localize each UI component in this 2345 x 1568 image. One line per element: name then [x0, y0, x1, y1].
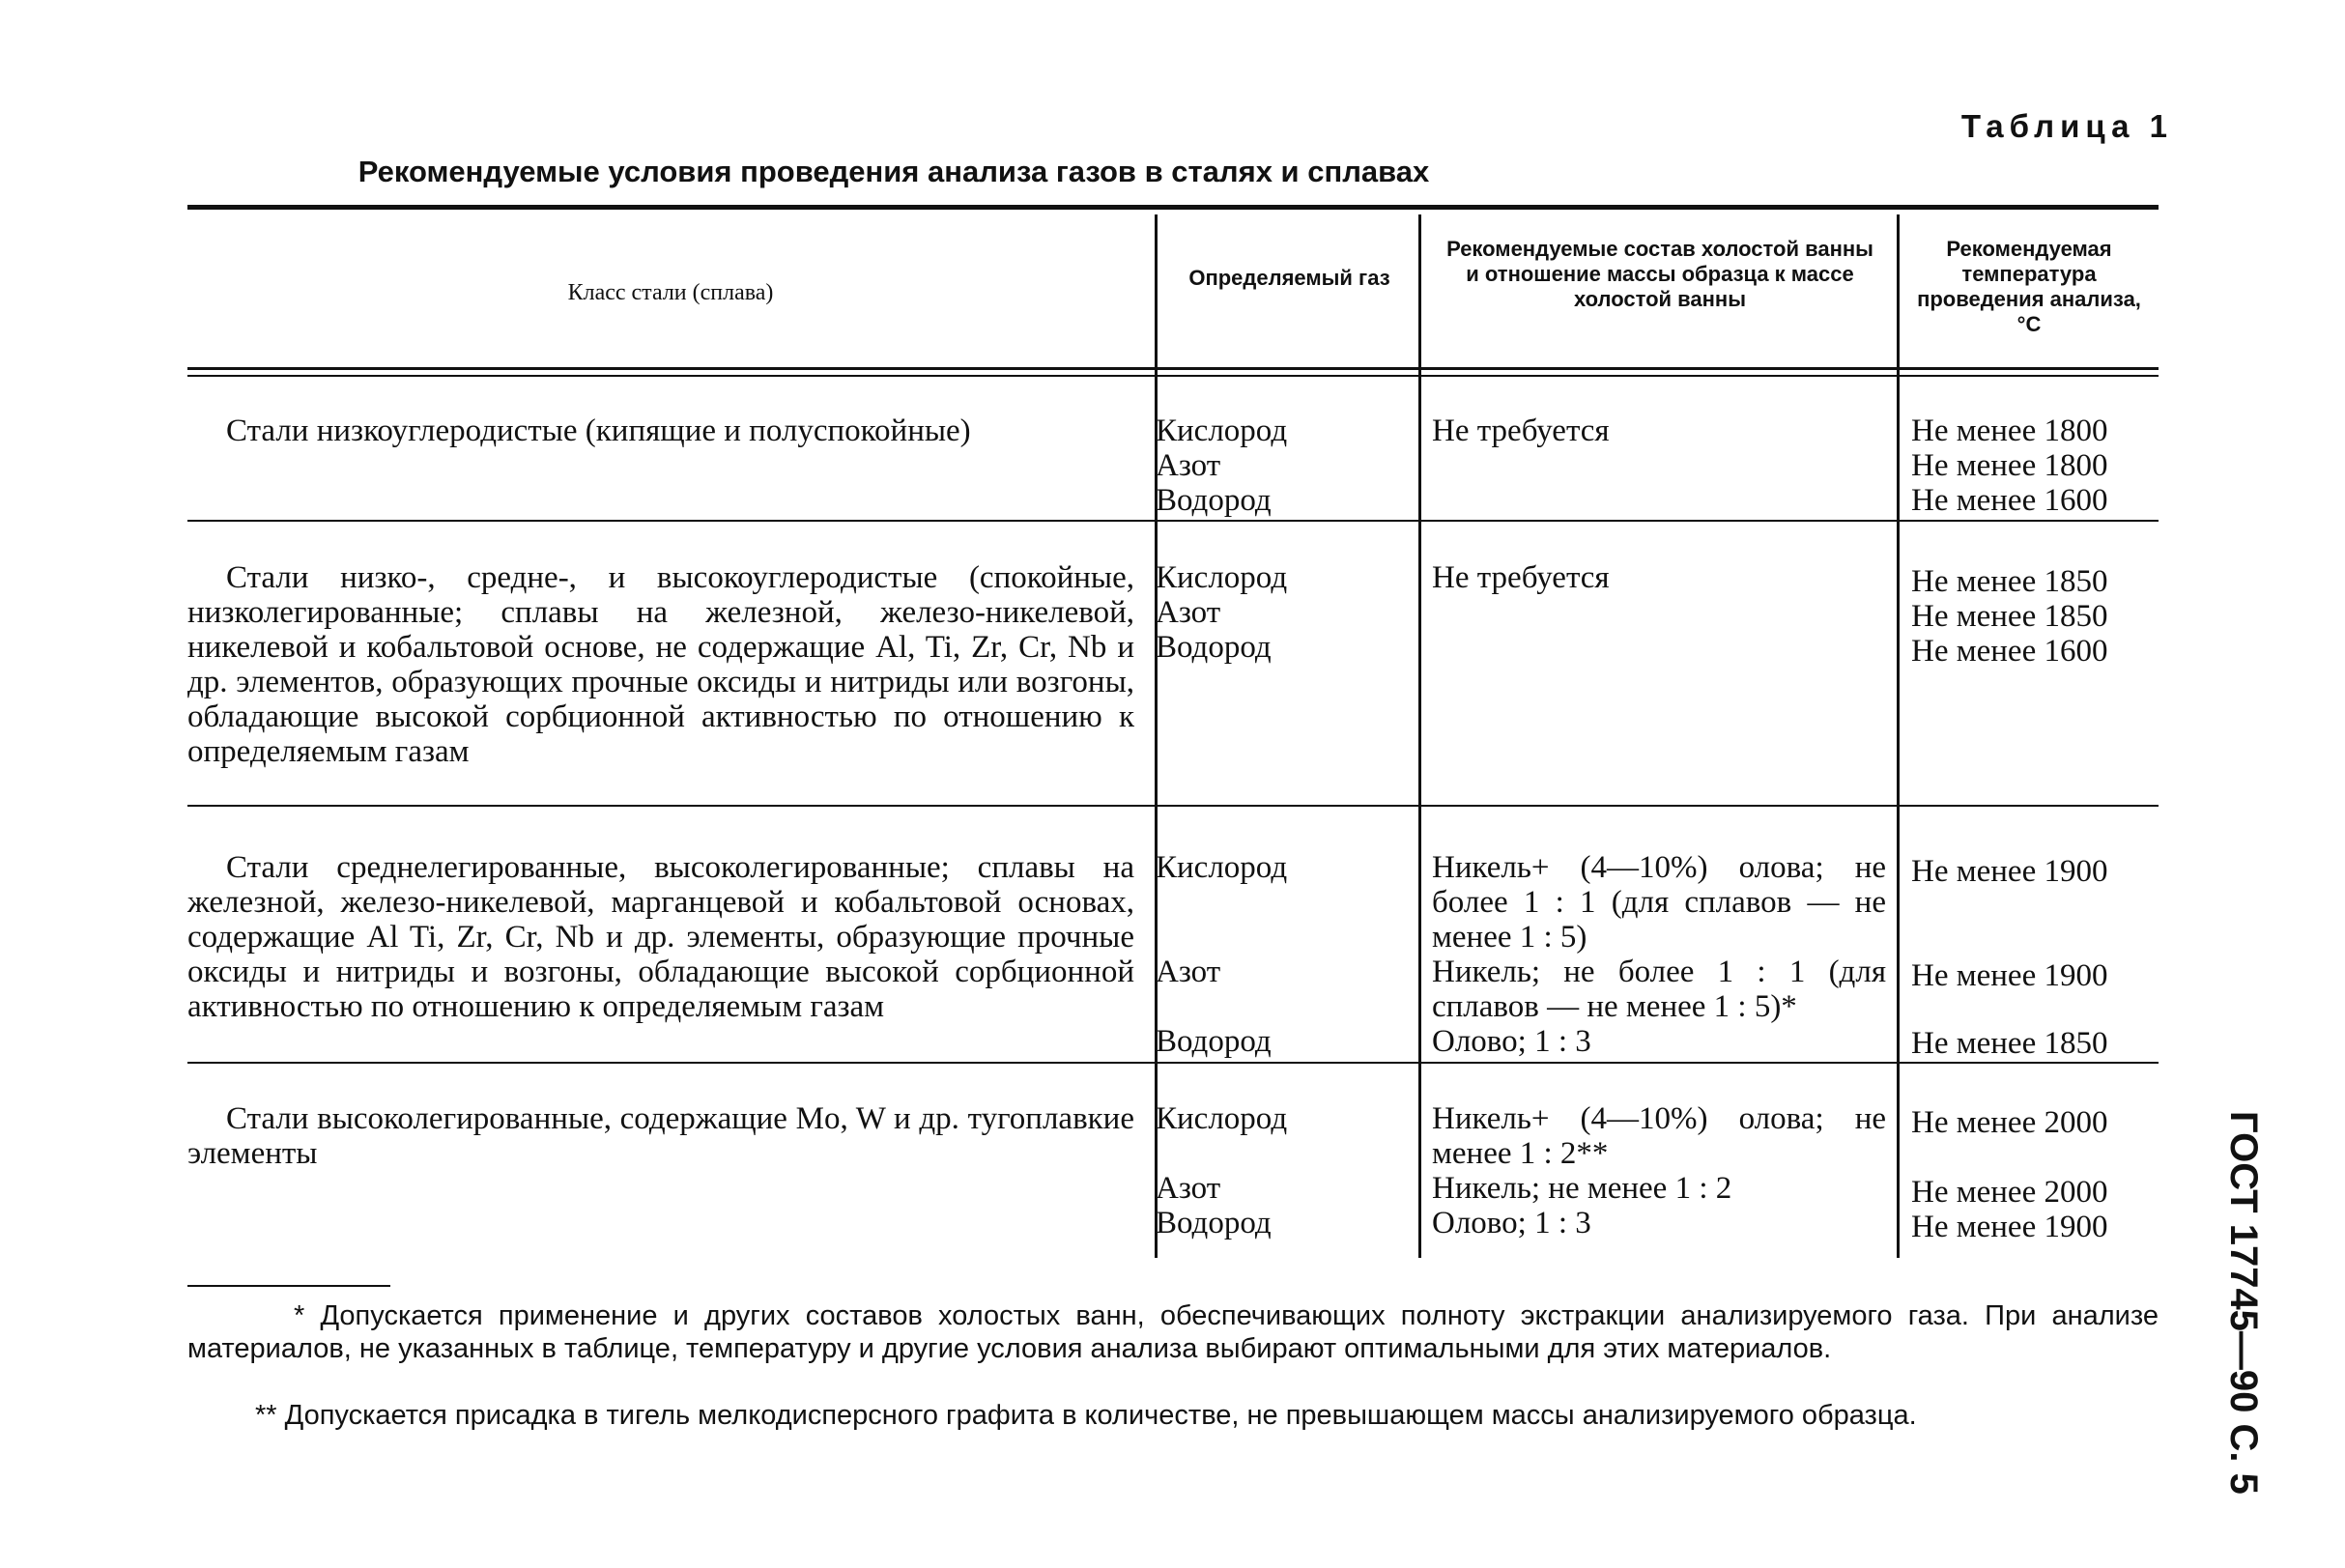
temperature-cell: Не менее 2000	[1911, 1175, 2108, 1210]
temperature-cell: Не менее 1900	[1911, 1210, 2108, 1244]
temperature-cell: Не менее 1900	[1911, 854, 2108, 889]
table-title: Рекомендуемые условия проведения анализа газов в сталях и сплавах	[357, 155, 1430, 188]
temperature-cell: Не менее 1800	[1911, 413, 2108, 448]
header-temperature: Рекомендуемая температура проведения анализа, °С	[1917, 237, 2141, 336]
gas-cell: Кислород	[1156, 560, 1288, 595]
gas-cell: Водород	[1156, 483, 1272, 518]
header-steel-class: Класс стали (сплава)	[567, 280, 774, 305]
steel-class-cell: Стали низко-, средне-, и высокоуглеродистые (спокойные, низколегированные; сплавы на железной, железо-никелевой, никелевой и кобальтовой основе, не содержащие Al, Ti, Zr, Cr, Nb и др. элементов, образующих прочные оксиды и нитриды или возгоны, обладающие высокой сорбционной активностью по отношению к определяемым газам	[187, 560, 1134, 769]
header-bath: Рекомендуемые состав холостой ванны и отношение массы образца к массе холостой ванны	[1446, 237, 1873, 311]
gas-cell: Азот	[1156, 448, 1221, 483]
steel-class-cell: Стали среднелегированные, высоколегированные; сплавы на железной, железо-никелевой, марганцевой и кобальтовой основах, содержащие Al Ti, Zr, Cr, Nb и др. элементы, образующие прочные оксиды и нитриды и возгоны, обладающие высокой сорбционной активностью по отношению к определяемым газам	[187, 850, 1134, 1024]
temperature-cell: Не менее 1850	[1911, 564, 2108, 599]
header-bottom-rule	[187, 367, 2159, 370]
temperature-cell: Не менее 1900	[1911, 958, 2108, 993]
gas-cell: Азот	[1156, 595, 1221, 630]
temperature-cell: Не менее 1800	[1911, 448, 2108, 483]
temperature-cell: Не менее 1600	[1911, 483, 2108, 518]
header-bottom-rule-2	[187, 375, 2159, 377]
gas-cell: Кислород	[1156, 1101, 1288, 1136]
header-gas: Определяемый газ	[1188, 266, 1390, 290]
footnote-2: ** Допускается присадка в тигель мелкодисперсного графита в количестве, не превышающем массы анализируемого образца.	[255, 1400, 1917, 1431]
gas-cell: Водород	[1156, 1206, 1272, 1240]
bath-cell: Олово; 1 : 3	[1432, 1024, 1591, 1059]
bath-cell: Никель+ (4—10%) олова; не менее 1 : 2**	[1432, 1101, 1886, 1171]
temperature-cell: Не менее 1850	[1911, 1026, 2108, 1061]
row-divider	[187, 805, 2159, 807]
gas-cell: Кислород	[1156, 413, 1288, 448]
gas-cell: Водород	[1156, 630, 1272, 665]
steel-class-cell: Стали высоколегированные, содержащие Mo, W и др. тугоплавкие элементы	[187, 1101, 1134, 1171]
row-divider	[187, 1062, 2159, 1064]
bath-cell: Никель; не менее 1 : 2	[1432, 1171, 1732, 1206]
table-top-rule	[187, 205, 2159, 210]
gas-cell: Кислород	[1156, 850, 1288, 885]
bath-cell: Не требуется	[1432, 413, 1610, 448]
bath-cell: Олово; 1 : 3	[1432, 1206, 1591, 1240]
bath-cell: Никель+ (4—10%) олова; не более 1 : 1 (для сплавов — не менее 1 : 5)	[1432, 850, 1886, 955]
temperature-cell: Не менее 2000	[1911, 1105, 2108, 1140]
footnote-separator	[187, 1285, 390, 1287]
gas-cell: Водород	[1156, 1024, 1272, 1059]
temperature-cell: Не менее 1600	[1911, 634, 2108, 669]
table-number: Таблица 1	[1960, 108, 2173, 144]
bath-cell: Не требуется	[1432, 560, 1610, 595]
temperature-cell: Не менее 1850	[1911, 599, 2108, 634]
column-divider	[1897, 214, 1900, 1258]
document-code-text: ГОСТ 17745—90 С. 5	[2222, 1111, 2265, 1495]
column-divider	[1418, 214, 1421, 1258]
bath-cell: Никель; не более 1 : 1 (для сплавов — не менее 1 : 5)*	[1432, 955, 1886, 1024]
gas-cell: Азот	[1156, 1171, 1221, 1206]
row-divider	[187, 520, 2159, 522]
gas-cell: Азот	[1156, 955, 1221, 989]
footnote-1: * Допускается применение и других составов холостых ванн, обеспечивающих полноту экстракции анализируемого газа. При анализе материалов, не указанных в таблице, температуру и другие условия анализа выбирают оптимальными для этих материалов.	[187, 1300, 2159, 1364]
steel-class-cell: Стали низкоуглеродистые (кипящие и полуспокойные)	[226, 413, 971, 448]
document-code	[2218, 1111, 2276, 1497]
